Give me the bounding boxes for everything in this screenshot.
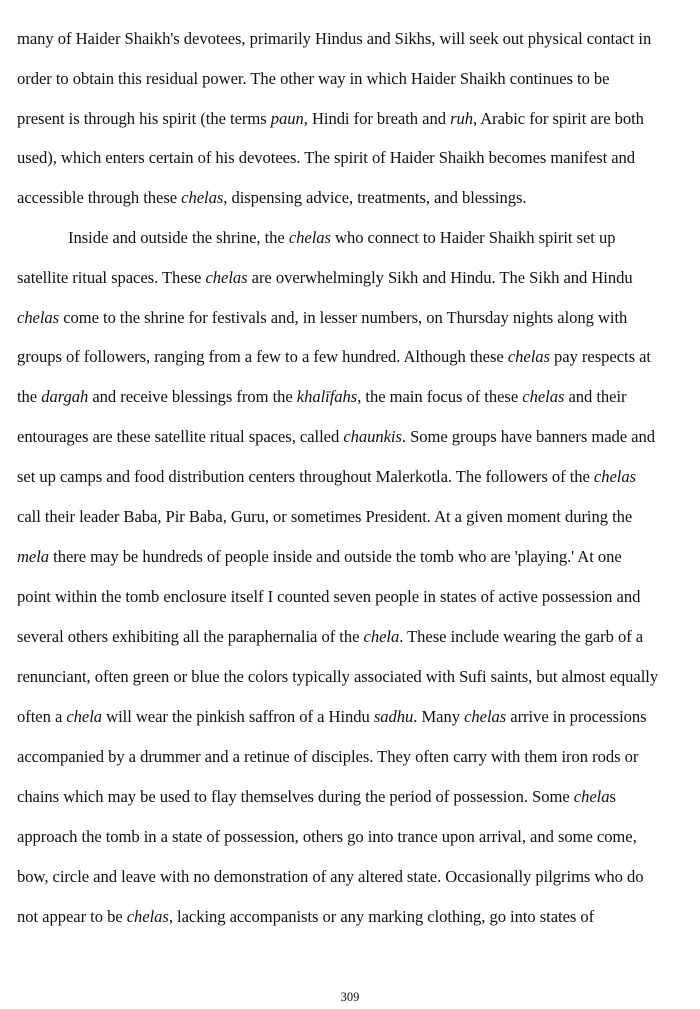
text-segment: accessible through these xyxy=(17,188,182,207)
text-segment: are overwhelmingly Sikh and Hindu. The Sikh and Hindu xyxy=(247,268,633,287)
text-segment: several others exhibiting all the paraphernalia of the xyxy=(17,627,364,646)
text-segment: , the main focus of these xyxy=(357,387,523,406)
text-segment: , Arabic for spirit are both xyxy=(472,109,644,128)
text-segment: . These include wearing the garb of a xyxy=(399,627,644,646)
text-segment: will wear the pinkish saffron of a Hindu xyxy=(102,707,374,726)
italic-term: khalīfahs xyxy=(296,387,358,406)
text-line xyxy=(17,707,647,727)
italic-term: chelas xyxy=(17,308,60,327)
italic-term: chela xyxy=(66,707,103,726)
italic-term: sadhu xyxy=(373,707,414,726)
text-segment: renunciant, often green or blue the colors typically associated with Sufi saints, but almost equally xyxy=(17,667,659,686)
italic-term: ruh xyxy=(450,109,473,128)
text-line xyxy=(17,747,638,767)
italic-term: chelas xyxy=(464,707,507,726)
text-segment: pay respects at xyxy=(549,347,651,366)
italic-term: chela xyxy=(573,787,610,806)
text-segment: entourages are these satellite ritual spaces, called xyxy=(17,427,344,446)
text-segment: used), which enters certain of his devotees. The spirit of Haider Shaikh becomes manifest and xyxy=(17,148,636,167)
text-segment: , lacking accompanists or any marking clothing, go into states of xyxy=(168,907,595,926)
text-segment: come to the shrine for festivals and, in lesser numbers, on Thursday nights along with xyxy=(59,308,628,327)
text-line xyxy=(17,827,637,847)
text-segment: chains which may be used to flay themselves during the period of possession. Some xyxy=(17,787,574,806)
text-line xyxy=(17,427,655,447)
text-line xyxy=(17,867,643,887)
italic-term: chaunkis xyxy=(343,427,402,446)
italic-term: chelas xyxy=(593,467,637,486)
text-segment: point within the tomb enclosure itself I counted seven people in states of active possession and xyxy=(17,587,641,606)
text-line xyxy=(17,109,644,129)
text-line xyxy=(17,308,627,328)
italic-term: chelas xyxy=(507,347,550,366)
text-line xyxy=(17,69,609,89)
text-segment: groups of followers, ranging from a few to a few hundred. Although these xyxy=(17,347,508,366)
text-line xyxy=(68,228,615,248)
text-segment: . Some groups have banners made and xyxy=(401,427,655,446)
text-segment: and their xyxy=(564,387,627,406)
text-line xyxy=(17,387,627,407)
text-line xyxy=(17,907,594,927)
italic-term: chelas xyxy=(126,907,169,926)
italic-term: mela xyxy=(17,547,50,566)
text-segment: Inside and outside the shrine, the xyxy=(68,228,289,247)
text-line xyxy=(17,29,651,49)
italic-term: chelas xyxy=(205,268,248,287)
text-line xyxy=(17,547,622,567)
text-segment: present is through his spirit (the terms xyxy=(17,109,271,128)
italic-term: paun xyxy=(270,109,304,128)
text-segment: . Many xyxy=(413,707,465,726)
text-line xyxy=(17,627,643,647)
text-line xyxy=(17,268,633,288)
italic-term: dargah xyxy=(41,387,89,406)
text-segment: not appear to be xyxy=(17,907,127,926)
text-line xyxy=(17,347,651,367)
text-segment: call their leader Baba, Pir Baba, Guru, or sometimes President. At a given moment during the xyxy=(17,507,633,526)
page-number: 309 xyxy=(340,990,360,1004)
italic-term: chelas xyxy=(288,228,331,247)
text-segment: set up camps and food distribution centers throughout Malerkotla. The followers of the xyxy=(17,467,594,486)
text-segment: and receive blessings from the xyxy=(88,387,297,406)
text-segment: approach the tomb in a state of possession, others go into trance upon arrival, and some come, xyxy=(17,827,637,846)
text-line xyxy=(17,188,526,208)
text-segment: , dispensing advice, treatments, and blessings. xyxy=(223,188,527,207)
text-segment: many of Haider Shaikh's devotees, primarily Hindus and Sikhs, will seek out physical contact in xyxy=(17,29,652,48)
italic-term: chela xyxy=(363,627,400,646)
text-segment: who connect to Haider Shaikh spirit set up xyxy=(330,228,616,247)
text-line xyxy=(17,667,658,687)
text-segment: bow, circle and leave with no demonstration of any altered state. Occasionally pilgrims who do xyxy=(17,867,644,886)
text-segment: , Hindi for breath and xyxy=(303,109,451,128)
italic-term: chelas xyxy=(181,188,224,207)
text-line xyxy=(17,787,616,807)
italic-term: chelas xyxy=(522,387,565,406)
text-segment: accompanied by a drummer and a retinue of disciples. They often carry with them iron rods or xyxy=(17,747,639,766)
text-segment: s xyxy=(609,787,616,806)
text-segment: satellite ritual spaces. These xyxy=(17,268,206,287)
text-line xyxy=(17,507,632,527)
text-segment: the xyxy=(17,387,42,406)
text-line xyxy=(17,587,640,607)
text-segment: arrive in processions xyxy=(506,707,647,726)
text-segment: order to obtain this residual power. The other way in which Haider Shaikh continues to be xyxy=(17,69,610,88)
text-segment: often a xyxy=(17,707,67,726)
text-segment: there may be hundreds of people inside and outside the tomb who are 'playing.' At one xyxy=(49,547,622,566)
text-line xyxy=(17,467,636,487)
text-line xyxy=(17,148,635,168)
